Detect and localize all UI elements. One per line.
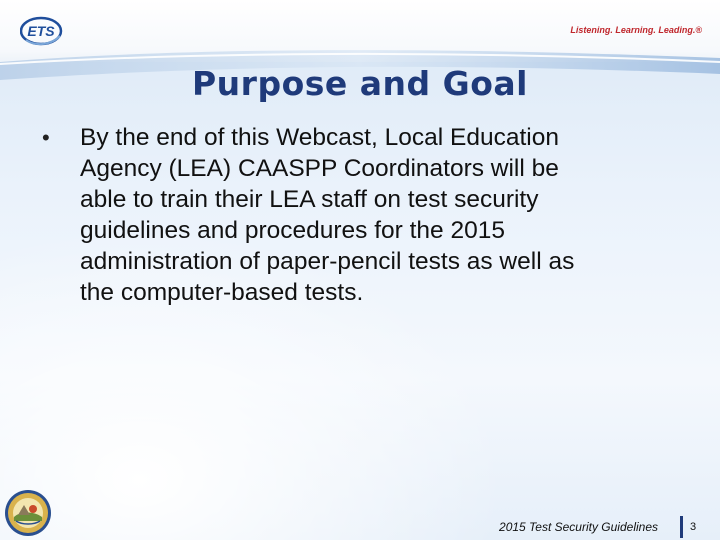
footer-caption: 2015 Test Security Guidelines: [499, 520, 658, 534]
bullet-line: the computer-based tests.: [80, 279, 364, 306]
slide-title: Purpose and Goal: [192, 64, 528, 103]
ets-logo-icon: [20, 16, 64, 46]
page-number: 3: [690, 521, 697, 533]
bullet-line: administration of paper-pencil tests as well as: [80, 248, 575, 275]
bullet-line: Agency (LEA) CAASPP Coordinators will be: [80, 155, 559, 182]
bullet-item: [40, 122, 660, 308]
bullet-list: [40, 122, 660, 308]
california-state-seal-icon: [4, 489, 52, 537]
footer-divider: [680, 516, 683, 538]
bullet-line: By the end of this Webcast, Local Education: [80, 124, 559, 151]
ets-tagline: Listening. Learning. Leading.®: [570, 25, 702, 35]
bullet-marker: •: [42, 125, 50, 150]
logo-text: ETS: [27, 23, 55, 39]
bullet-line: able to train their LEA staff on test security: [80, 186, 539, 213]
bullet-line: guidelines and procedures for the 2015: [80, 217, 505, 244]
